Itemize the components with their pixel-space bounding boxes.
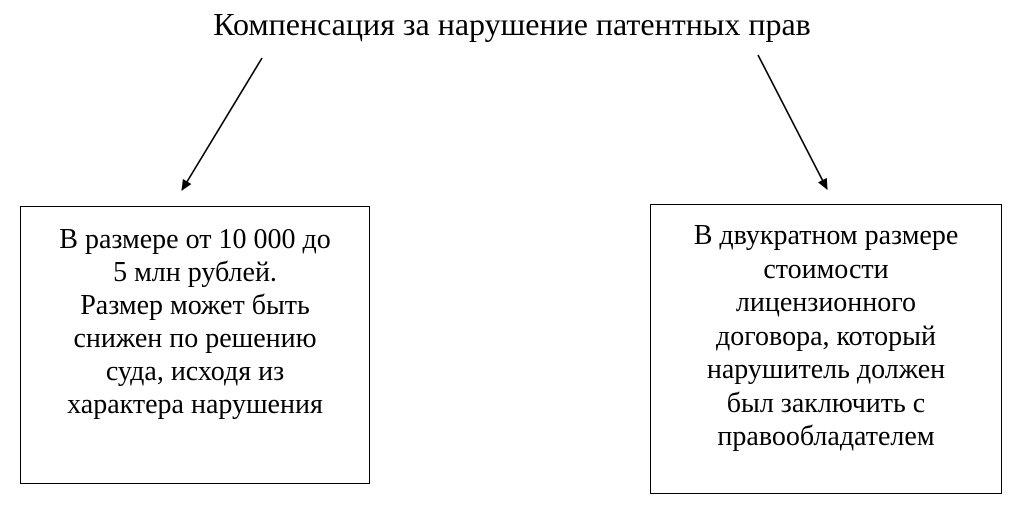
right-box-text [694, 219, 959, 454]
left-box [20, 206, 370, 484]
left-box-text [59, 223, 330, 421]
right-box [650, 204, 1002, 494]
right-box-line: лицензионного [735, 287, 917, 318]
right-box-line: договора, который [716, 320, 936, 352]
diagram-title: Компенсация за нарушение патентных прав [213, 6, 811, 42]
right-box-line: правообладателем [717, 421, 935, 452]
right-box-line: был заключить с [726, 387, 926, 419]
left-box-line: В размере от 10 000 до [59, 224, 331, 255]
left-box-line: суда, исходя из [105, 356, 285, 387]
arrow-right [758, 55, 827, 189]
left-box-line: характера нарушения [67, 389, 323, 420]
left-box-line: снижен по решению [73, 323, 317, 354]
right-box-line: В двукратном размере [693, 220, 959, 251]
left-box-line: Размер может быть [80, 290, 310, 321]
arrow-left [182, 58, 262, 190]
right-box-line: стоимости [763, 253, 889, 285]
left-box-line: 5 млн рублей. [113, 257, 277, 288]
right-box-line: нарушитель должен [706, 354, 946, 385]
